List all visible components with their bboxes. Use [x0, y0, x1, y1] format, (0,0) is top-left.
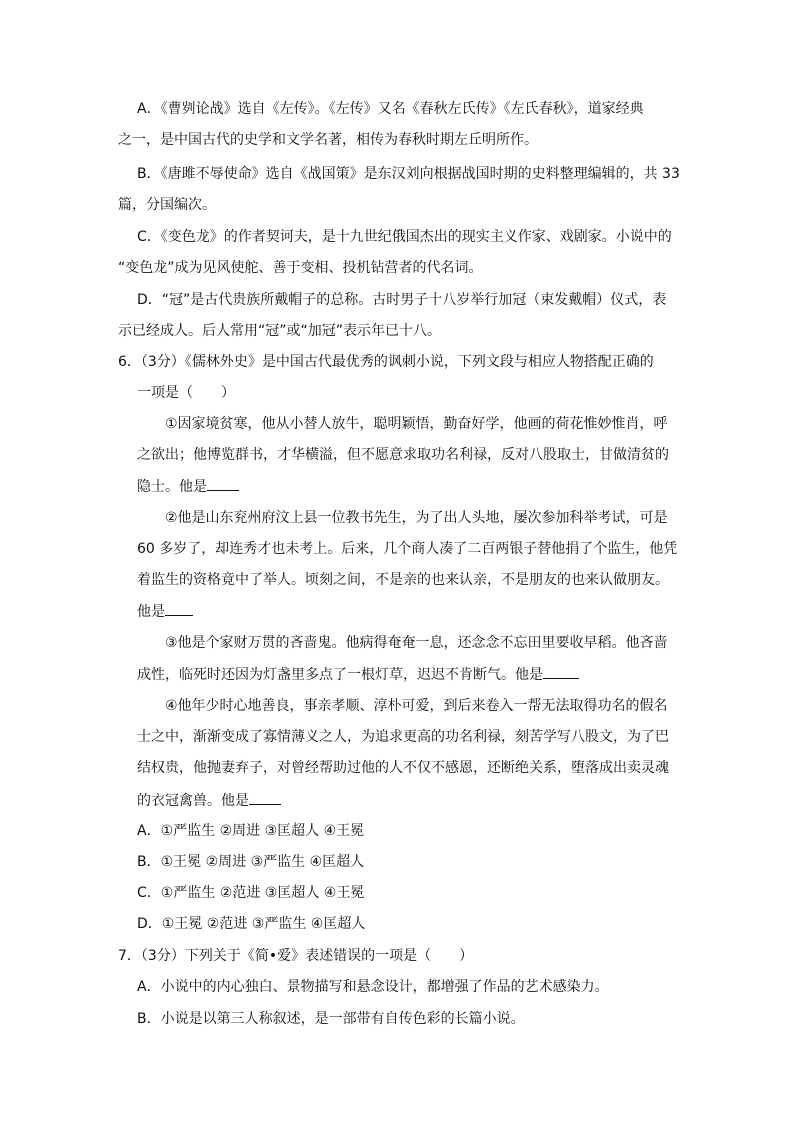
q6-passage3-line2	[137, 664, 579, 685]
q6-passage2-line2: 60 多岁了，却连秀才也未考上。后来，几个商人凑了二百两银子替他捐了个监生，他凭	[137, 541, 678, 557]
q7-option-a: A．小说中的内心独白、景物描写和悬念设计，都增强了作品的艺术感染力。	[137, 979, 609, 995]
answer-blank-1	[207, 476, 239, 491]
answer-blank-4	[249, 790, 281, 805]
q6-passage1-line3-text: 隐士。他是	[137, 479, 207, 495]
q6-passage4-line1: ④他年少时心地善良，事亲孝顺、淳朴可爱，到后来卷入一帮无法取得功名的假名	[165, 698, 668, 714]
q6-passage1-line2: 之欲出；他博览群书，才华横溢，但不愿意求取功名利禄，反对八股取士，甘做清贫的	[137, 447, 669, 463]
q6-passage2-line1: ②他是山东兖州府汶上县一位教书先生，为了出人头地，屡次参加科举考试，可是	[165, 510, 668, 526]
q6-passage4-line3: 结权贵，他抛妻弃子，对曾经帮助过他的人不仅不感恩，还断绝关系，堕落成出卖灵魂	[137, 760, 669, 776]
q6-option-b: B．①王冕 ②周进 ③严监生 ④匡超人	[137, 854, 365, 870]
q5-option-c-line1: C．《变色龙》的作者契诃夫，是十九世纪俄国杰出的现实主义作家、戏剧家。小说中的	[137, 229, 672, 245]
q5-option-b-line1: B．《唐雎不辱使命》选自《战国策》是东汉刘向根据战国时期的史料整理编辑的，共 33	[137, 166, 680, 182]
q6-passage4-line2: 士之中，渐渐变成了寡情薄义之人，为追求更高的功名利禄，刻苦学写八股文，为了巴	[137, 729, 669, 745]
q6-passage3-line1: ③他是个家财万贯的吝啬鬼。他病得奄奄一息，还念念不忘田里要收早稻。他吝啬	[165, 635, 668, 651]
q6-passage3-line2-text: 成性，临死时还因为灯盏里多点了一根灯草，迟迟不肯断气。他是	[137, 667, 543, 683]
q6-stem-line1: 6．（3分）《儒林外史》是中国古代最优秀的讽刺小说，下列文段与相应人物搭配正确的	[118, 354, 654, 370]
q7-option-b: B．小说是以第三人称叙述，是一部带有自传色彩的长篇小说。	[137, 1011, 525, 1027]
q5-option-b-line2: 篇，分国编次。	[118, 197, 216, 213]
q6-option-a: A．①严监生 ②周进 ③匡超人 ④王冕	[137, 823, 365, 839]
q6-passage1-line3	[137, 476, 239, 497]
q6-stem-line2: 一项是（ ）	[137, 385, 235, 401]
answer-blank-2	[165, 601, 193, 616]
q7-stem: 7．（3分）下列关于《简•爱》表述错误的一项是（ ）	[118, 948, 474, 964]
q5-option-d-line2: 示已经成人。后人常用“冠”或“加冠”表示年已十八。	[118, 323, 442, 339]
answer-blank-3	[543, 664, 579, 679]
q5-option-a-line1: A．《曹刿论战》选自《左传》。《左传》又名《春秋左氏传》《左氏春秋》，道家经典	[137, 101, 644, 117]
q6-option-d: D．①王冕 ②范进 ③严监生 ④匡超人	[137, 916, 366, 932]
q6-passage4-line4	[137, 790, 281, 811]
q6-passage2-line4-text: 他是	[137, 604, 165, 620]
q6-passage2-line3: 着监生的资格竟中了举人。顷刻之间，不是亲的也来认亲，不是朋友的也来认做朋友。	[137, 572, 669, 588]
q6-passage2-line4	[137, 601, 193, 622]
q5-option-d-line1: D．“冠”是古代贵族所戴帽子的总称。古时男子十八岁举行加冠（束发戴帽）仪式，表	[137, 292, 667, 308]
q5-option-a-line2: 之一，是中国古代的史学和文学名著，相传为春秋时期左丘明所作。	[118, 132, 538, 148]
q6-passage1-line1: ①因家境贫寒，他从小替人放牛，聪明颖悟，勤奋好学，他画的荷花惟妙惟肖，呼	[165, 416, 668, 432]
q5-option-c-line2: “变色龙”成为见风使舵、善于变相、投机钻营者的代名词。	[118, 260, 483, 276]
q6-option-c: C．①严监生 ②范进 ③匡超人 ④王冕	[137, 885, 365, 901]
q6-passage4-line4-text: 的衣冠禽兽。他是	[137, 793, 249, 809]
